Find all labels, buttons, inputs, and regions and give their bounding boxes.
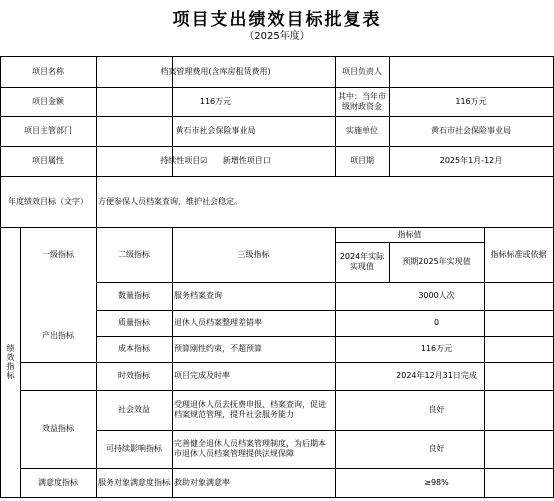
row-level3: 救助对象满意率 xyxy=(174,477,230,487)
project-period-label: 项目期 xyxy=(350,156,374,165)
row-level2: 时效指标 xyxy=(118,371,150,380)
group-output: 产出指标 xyxy=(42,331,74,340)
project-name-value: 档案管理费用(含库房租赁费用) xyxy=(160,66,271,76)
row-expected: 良好 xyxy=(428,444,445,453)
row-level2: 成本指标 xyxy=(118,344,150,353)
group-satisfaction: 满意度指标 xyxy=(38,477,78,487)
project-amount-value: 116万元 xyxy=(199,96,232,106)
row-level2: 可持续影响指标 xyxy=(106,444,162,453)
row-expected: 116万元 xyxy=(420,344,453,353)
row-expected: 0 xyxy=(433,318,440,327)
row-actual xyxy=(335,390,389,430)
project-leader-value xyxy=(389,56,553,87)
project-name-label: 项目名称 xyxy=(32,66,64,76)
impl-unit-label: 实施单位 xyxy=(346,126,378,135)
row-level2: 质量指标 xyxy=(118,318,150,327)
row-standard xyxy=(484,362,553,390)
row-standard xyxy=(484,336,553,362)
project-attr-label: 项目属性 xyxy=(32,156,64,165)
row-actual xyxy=(335,336,389,362)
perf-indicator-side-label: 绩效指标 xyxy=(6,344,15,380)
group-benefit: 效益指标 xyxy=(42,424,74,433)
head-level3: 三级指标 xyxy=(237,249,270,259)
row-level3: 退休人员档案整理差错率 xyxy=(174,318,262,327)
row-actual xyxy=(335,430,389,468)
fiscal-fund-label: 其中：当年市级财政资金 xyxy=(338,91,386,111)
project-amount-label: 项目金额 xyxy=(32,96,64,106)
dept-value: 黄石市社会保险事业局 xyxy=(175,126,256,135)
head-standard: 指标标准或依据 xyxy=(490,249,547,259)
row-level3: 预算刚性约束，不超预算 xyxy=(174,344,262,353)
impl-unit-value: 黄石市社会保险事业局 xyxy=(431,126,511,135)
row-actual xyxy=(335,362,389,390)
fiscal-fund-value: 116万元 xyxy=(455,96,487,106)
head-value-group: 指标值 xyxy=(397,229,422,239)
row-level3: 服务档案查询 xyxy=(174,291,222,300)
annual-goal-value: 方便参保人员档案查询，维护社会稳定。 xyxy=(98,196,242,206)
row-standard xyxy=(484,310,553,336)
row-expected: 3000人次 xyxy=(418,291,455,300)
head-actual-2024: 2024年实际实现值 xyxy=(339,252,385,271)
dept-label: 项目主管部门 xyxy=(24,126,72,135)
head-level1: 一级指标 xyxy=(42,249,74,259)
row-level2: 数量指标 xyxy=(118,291,150,300)
page-title: 项目支出绩效目标批复表 xyxy=(172,10,382,30)
project-attr-value: 持续性项目☑ 新增性项目口 xyxy=(160,156,271,165)
row-level2: 社会效益 xyxy=(118,405,150,414)
row-standard xyxy=(484,282,553,310)
annual-goal-label: 年度绩效目标（文字） xyxy=(8,196,88,206)
row-expected: 良好 xyxy=(428,405,445,414)
row-actual xyxy=(335,310,389,336)
row-level3: 完善健全退休人员档案管理制度，为后期本市退休人员档案管理提供法规保障 xyxy=(174,439,326,458)
row-level3: 项目完成及时率 xyxy=(174,371,230,380)
page-subtitle-year: （2025年度） xyxy=(244,31,310,42)
row-level3: 受理退休人员去抚费申报、档案查询，促进档案规范管理，提升社会服务能力 xyxy=(174,400,326,419)
row-expected: 2024年12月31日完成 xyxy=(396,371,477,380)
row-expected: ≥98% xyxy=(424,477,449,487)
row-actual xyxy=(335,282,389,310)
row-standard xyxy=(484,430,553,468)
head-expected-2025: 预期2025年实现值 xyxy=(402,257,471,266)
row-actual xyxy=(335,468,389,497)
row-standard xyxy=(484,468,553,497)
row-standard xyxy=(484,390,553,430)
project-period-value: 2025年1月-12月 xyxy=(439,156,503,165)
row-level2: 服务对象满意度指标 xyxy=(98,477,170,487)
head-level2: 二级指标 xyxy=(118,249,150,259)
project-leader-label: 项目负责人 xyxy=(342,66,382,76)
